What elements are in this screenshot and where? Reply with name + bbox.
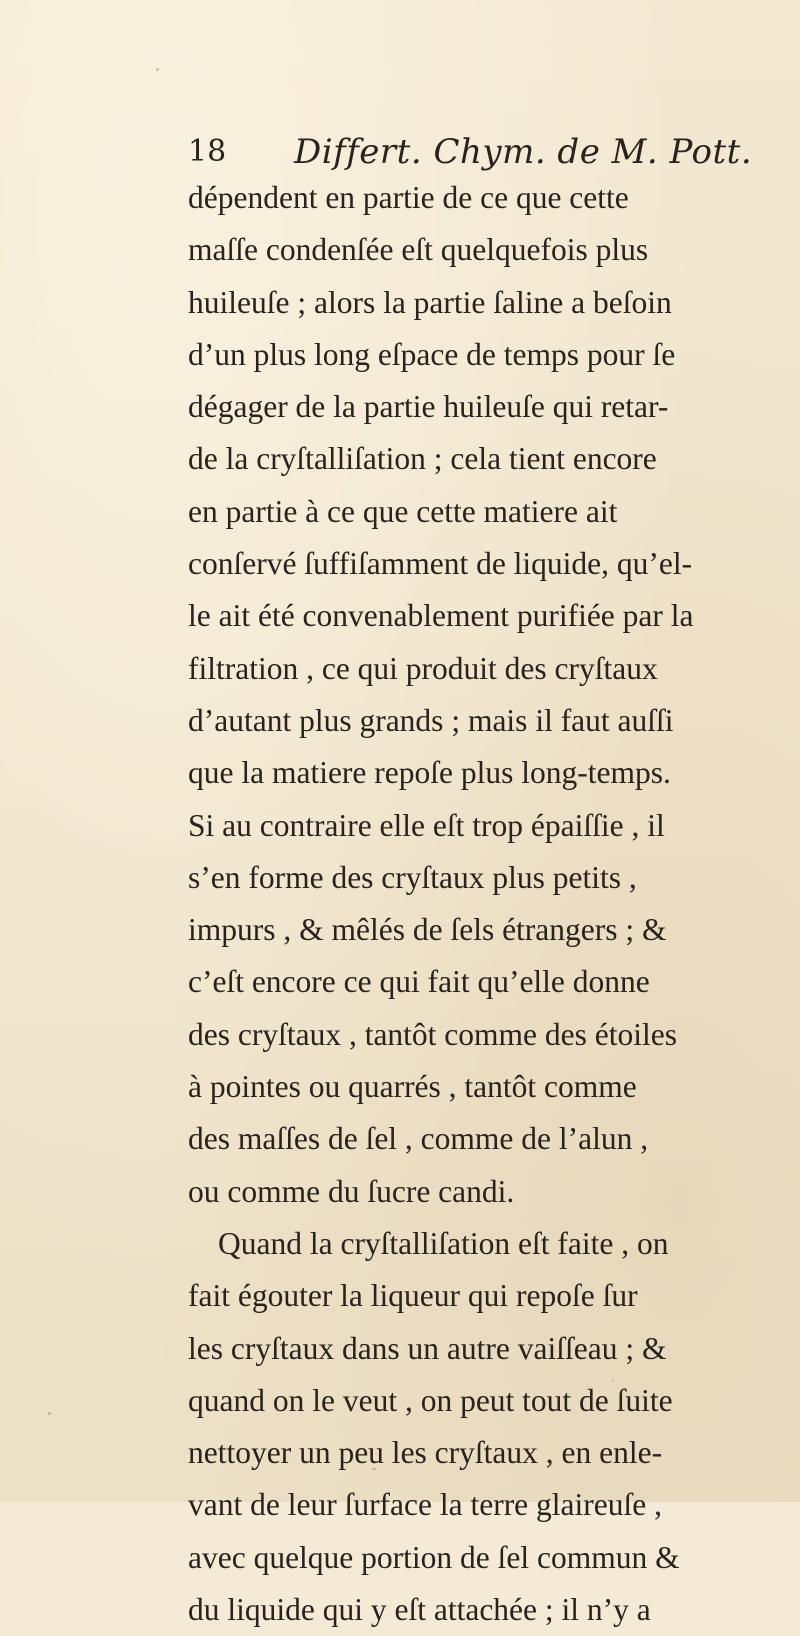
running-title: Differt. Chym. de M. Pott. <box>294 132 753 172</box>
paper-speck <box>612 1380 614 1382</box>
text-line: des cryſtaux , tantôt comme des étoiles <box>188 1016 677 1052</box>
text-line: conſervé ſuffiſamment de liquide, qu’el- <box>188 546 693 582</box>
text-line: fait égouter la liqueur qui repoſe ſur <box>188 1278 638 1314</box>
text-line: vant de leur ſurface la terre glaireuſe , <box>188 1487 662 1523</box>
text-line: huileuſe ; alors la partie ſaline a beſoin <box>188 284 672 320</box>
page-number: 18 <box>188 134 227 169</box>
text-line: de la cryſtalliſation ; cela tient encore <box>188 441 657 477</box>
text-line: maſſe condenſée eſt quelquefois plus <box>188 232 649 268</box>
text-line: impurs , & mêlés de ſels étrangers ; & <box>188 912 667 948</box>
paper-speck <box>156 68 159 71</box>
text-line: les cryſtaux dans un autre vaiſſeau ; & <box>188 1330 667 1366</box>
text-line: le ait été convenablement purifiée par la <box>188 598 694 634</box>
text-line: que la matiere repoſe plus long-temps. <box>188 755 671 791</box>
paragraph-start-line: Quand la cryſtalliſation eſt faite , on <box>218 1225 669 1261</box>
text-line: du liquide qui y eſt attachée ; il n’y a <box>188 1592 651 1628</box>
text-line: filtration , ce qui produit des cryſtaux <box>188 650 658 686</box>
paper-speck <box>372 1468 376 1470</box>
text-line: à pointes ou quarrés , tantôt comme <box>188 1069 637 1105</box>
paper-speck <box>48 1412 51 1415</box>
text-line: nettoyer un peu les cryſtaux , en enle- <box>188 1435 663 1471</box>
text-line: ou comme du ſucre candi. <box>188 1173 515 1209</box>
page-header <box>188 128 753 178</box>
text-line: d’un plus long eſpace de temps pour ſe <box>188 336 676 372</box>
text-line: des maſſes de ſel , comme de l’alun , <box>188 1121 649 1157</box>
text-line: dégager de la partie huileuſe qui retar- <box>188 389 669 425</box>
text-line: dépendent en partie de ce que cette <box>188 180 629 215</box>
text-line: c’eſt encore ce qui fait qu’elle donne <box>188 964 650 1000</box>
text-line: Si au contraire elle eſt trop épaiſſie , il <box>188 807 665 843</box>
text-line: en partie à ce que cette matiere ait <box>188 493 618 529</box>
text-line: d’autant plus grands ; mais il faut auſſi <box>188 702 674 738</box>
text-line: avec quelque portion de ſel commun & <box>188 1539 680 1575</box>
body-text <box>188 172 778 1636</box>
text-line: s’en forme des cryſtaux plus petits , <box>188 859 637 895</box>
text-line: quand on le veut , on peut tout de ſuite <box>188 1382 673 1418</box>
